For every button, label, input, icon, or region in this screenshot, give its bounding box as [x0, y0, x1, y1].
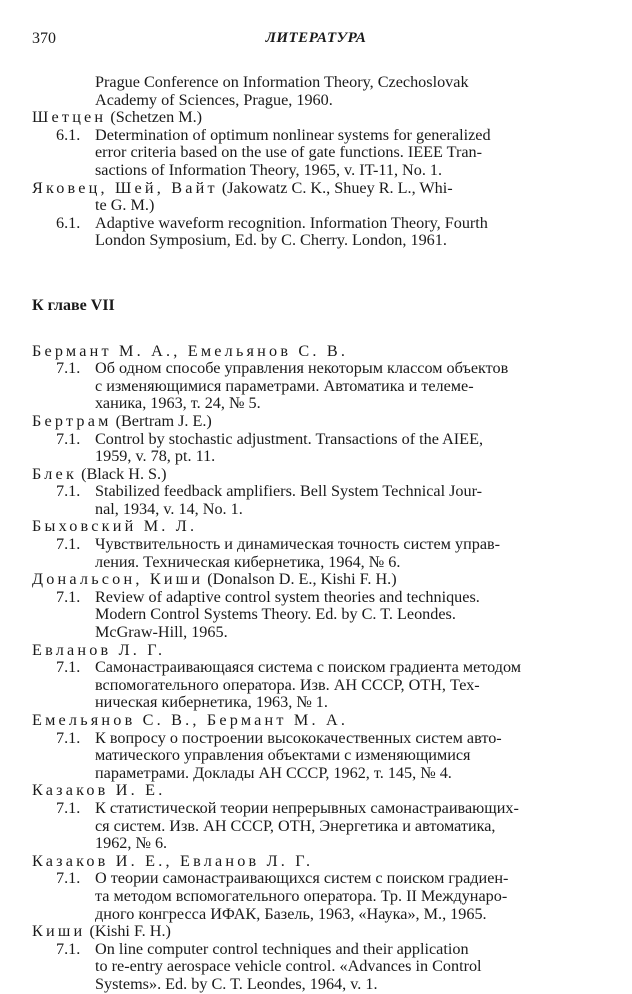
text-line: McGraw-Hill, 1965.	[95, 623, 228, 642]
chapter-vii-entries	[32, 343, 592, 994]
text-line: К вопросу о построении высококачественных систем авто-	[95, 728, 502, 747]
author-name: Казаков И. Е., Евланов Л. Г.	[32, 851, 314, 870]
text-line: 1959, v. 78, pt. 11.	[95, 447, 216, 466]
author-name: Дональсон, Киши	[32, 570, 204, 589]
author-line	[32, 571, 592, 589]
reference-text	[95, 536, 592, 571]
reference-text	[95, 360, 592, 413]
reference-text	[95, 483, 592, 518]
text-line: Об одном способе управления некоторым классом объектов	[95, 359, 509, 378]
text-line: Control by stochastic adjustment. Transactions of the AIEE,	[95, 429, 484, 448]
text-line: 1962, № 6.	[95, 834, 168, 853]
reference-text	[95, 127, 592, 180]
author-line	[32, 343, 592, 361]
reference-number: 7.1.	[56, 535, 81, 554]
reference	[32, 730, 592, 783]
text-line: Academy of Sciences, Prague, 1960.	[95, 90, 333, 109]
author-name: Быховский М. Л.	[32, 517, 198, 536]
reference	[32, 536, 592, 571]
reference-text	[95, 659, 592, 712]
text-line: London Symposium, Ed. by C. Cherry. London, 1961.	[95, 231, 447, 250]
author-line	[32, 466, 592, 484]
author-line	[32, 180, 592, 198]
reference-number: 7.1.	[56, 359, 81, 378]
author-name: Казаков И. Е.	[32, 781, 166, 800]
reference-text	[95, 870, 592, 923]
reference	[32, 800, 592, 853]
text-line: вспомогательного оператора. Изв. АН СССР, ОТН, Тех-	[95, 675, 480, 694]
page-number: 370	[32, 30, 56, 47]
author-line	[32, 518, 592, 536]
reference	[32, 431, 592, 466]
author-latin: (Jakowatz C. K., Shuey R. L., Whi-	[221, 178, 453, 197]
reference-text	[95, 800, 592, 853]
author-continuation: te G. M.)	[95, 196, 155, 215]
page-header	[0, 30, 632, 52]
chapter-heading: К главе VII	[32, 296, 115, 314]
author-name: Блек	[32, 464, 78, 483]
text-line: Determination of optimum nonlinear systems for generalized	[95, 125, 491, 144]
text-line: to re-entry aerospace vehicle control. «Advances in Control	[95, 957, 482, 976]
author-line	[32, 782, 592, 800]
reference-number: 7.1.	[56, 728, 81, 747]
author-name: Емельянов С. В., Бермант М. А.	[32, 711, 349, 729]
text-line: Prague Conference on Information Theory, Czechoslovak	[95, 73, 469, 91]
bib-entry	[32, 343, 592, 413]
author-latin: (Schetzen M.)	[110, 108, 203, 127]
author-name: Бертрам	[32, 411, 112, 430]
reference-number: 7.1.	[56, 939, 81, 958]
bibliography	[32, 74, 592, 994]
author-line	[32, 413, 592, 431]
bib-entry	[32, 109, 592, 179]
author-name: Яковец, Шей, Вайт	[32, 178, 218, 197]
text-line: Adaptive waveform recognition. Information Theory, Fourth	[95, 213, 488, 232]
reference	[32, 215, 592, 250]
author-latin: (Kishi F. H.)	[89, 922, 171, 941]
author-name: Бермант М. А., Емельянов С. В.	[32, 341, 349, 360]
reference-number: 7.1.	[56, 798, 81, 817]
author-name: Киши	[32, 922, 86, 941]
bib-entry	[32, 853, 592, 923]
author-latin: (Bertram J. E.)	[115, 411, 212, 430]
text-line: ся систем. Изв. АН СССР, ОТН, Энергетика и автоматика,	[95, 816, 496, 835]
reference-number: 7.1.	[56, 587, 81, 606]
bib-entry	[32, 782, 592, 852]
reference	[32, 941, 592, 994]
text-line: дного конгресса ИФАК, Базель, 1963, «Наука», М., 1965.	[95, 904, 487, 923]
author-line	[32, 642, 592, 660]
continuation-text	[32, 74, 592, 109]
text-line: параметрами. Доклады АН СССР, 1962, т. 145, № 4.	[95, 763, 452, 782]
text-line: sactions of Information Theory, 1965, v. IT-11, No. 1.	[95, 160, 443, 179]
text-line: Stabilized feedback amplifiers. Bell System Technical Jour-	[95, 482, 483, 501]
bib-entry	[32, 518, 592, 571]
reference-text	[95, 589, 592, 642]
running-title: ЛИТЕРАТУРА	[265, 30, 367, 46]
reference	[32, 483, 592, 518]
bib-entry	[32, 642, 592, 712]
reference	[32, 659, 592, 712]
text-line: с изменяющимися параметрами. Автоматика и телеме-	[95, 376, 474, 395]
text-line: ническая кибернетика, 1963, № 1.	[95, 693, 328, 712]
reference-number: 7.1.	[56, 869, 81, 888]
reference	[32, 127, 592, 180]
reference-text	[95, 215, 592, 250]
reference-number: 6.1.	[56, 125, 81, 144]
reference-number: 7.1.	[56, 482, 81, 501]
reference-text	[95, 941, 592, 994]
reference	[32, 360, 592, 413]
previous-chapter-entries	[32, 109, 592, 250]
text-line: та методом вспомогательного оператора. Тр. II Междунаро-	[95, 886, 508, 905]
text-line: К статистической теории непрерывных самонастраивающих-	[95, 798, 519, 817]
reference-number: 7.1.	[56, 429, 81, 448]
reference-number: 7.1.	[56, 658, 81, 677]
text-line: Modern Control Systems Theory. Ed. by C. T. Leondes.	[95, 605, 456, 624]
author-latin: (Black H. S.)	[81, 464, 167, 483]
author-name: Евланов Л. Г.	[32, 640, 166, 659]
reference	[32, 870, 592, 923]
text-line: Review of adaptive control system theories and techniques.	[95, 587, 480, 606]
reference-text	[95, 431, 592, 466]
text-line: Самонастраивающаяся система с поиском градиента методом	[95, 658, 522, 677]
text-line: ханика, 1963, т. 24, № 5.	[95, 394, 261, 413]
reference	[32, 589, 592, 642]
text-line: О теории самонастраивающихся систем с поиском градиен-	[95, 869, 509, 888]
text-line: nal, 1934, v. 14, No. 1.	[95, 499, 243, 518]
author-line	[32, 923, 592, 941]
author-latin: (Donalson D. E., Kishi F. H.)	[207, 570, 397, 589]
text-line: error criteria based on the use of gate functions. IEEE Tran-	[95, 143, 483, 162]
bib-entry	[32, 466, 592, 519]
reference-text	[95, 730, 592, 783]
bib-entry	[32, 571, 592, 641]
text-line: On line computer control techniques and their application	[95, 939, 469, 958]
bib-entry	[32, 413, 592, 466]
text-line: Чувствительность и динамическая точность систем управ-	[95, 535, 501, 554]
text-line: матического управления объектами с изменяющимися	[95, 746, 471, 765]
bib-entry	[32, 712, 592, 782]
bib-entry	[32, 180, 592, 250]
reference-number: 6.1.	[56, 213, 81, 232]
author-line	[32, 853, 592, 871]
text-line: ления. Техническая кибернетика, 1964, № 6.	[95, 552, 401, 571]
author-line	[32, 712, 592, 730]
author-line	[32, 109, 592, 127]
bib-entry	[32, 923, 592, 993]
author-name: Шетцен	[32, 108, 107, 127]
text-line: Systems». Ed. by C. T. Leondes, 1964, v. 1.	[95, 974, 378, 993]
